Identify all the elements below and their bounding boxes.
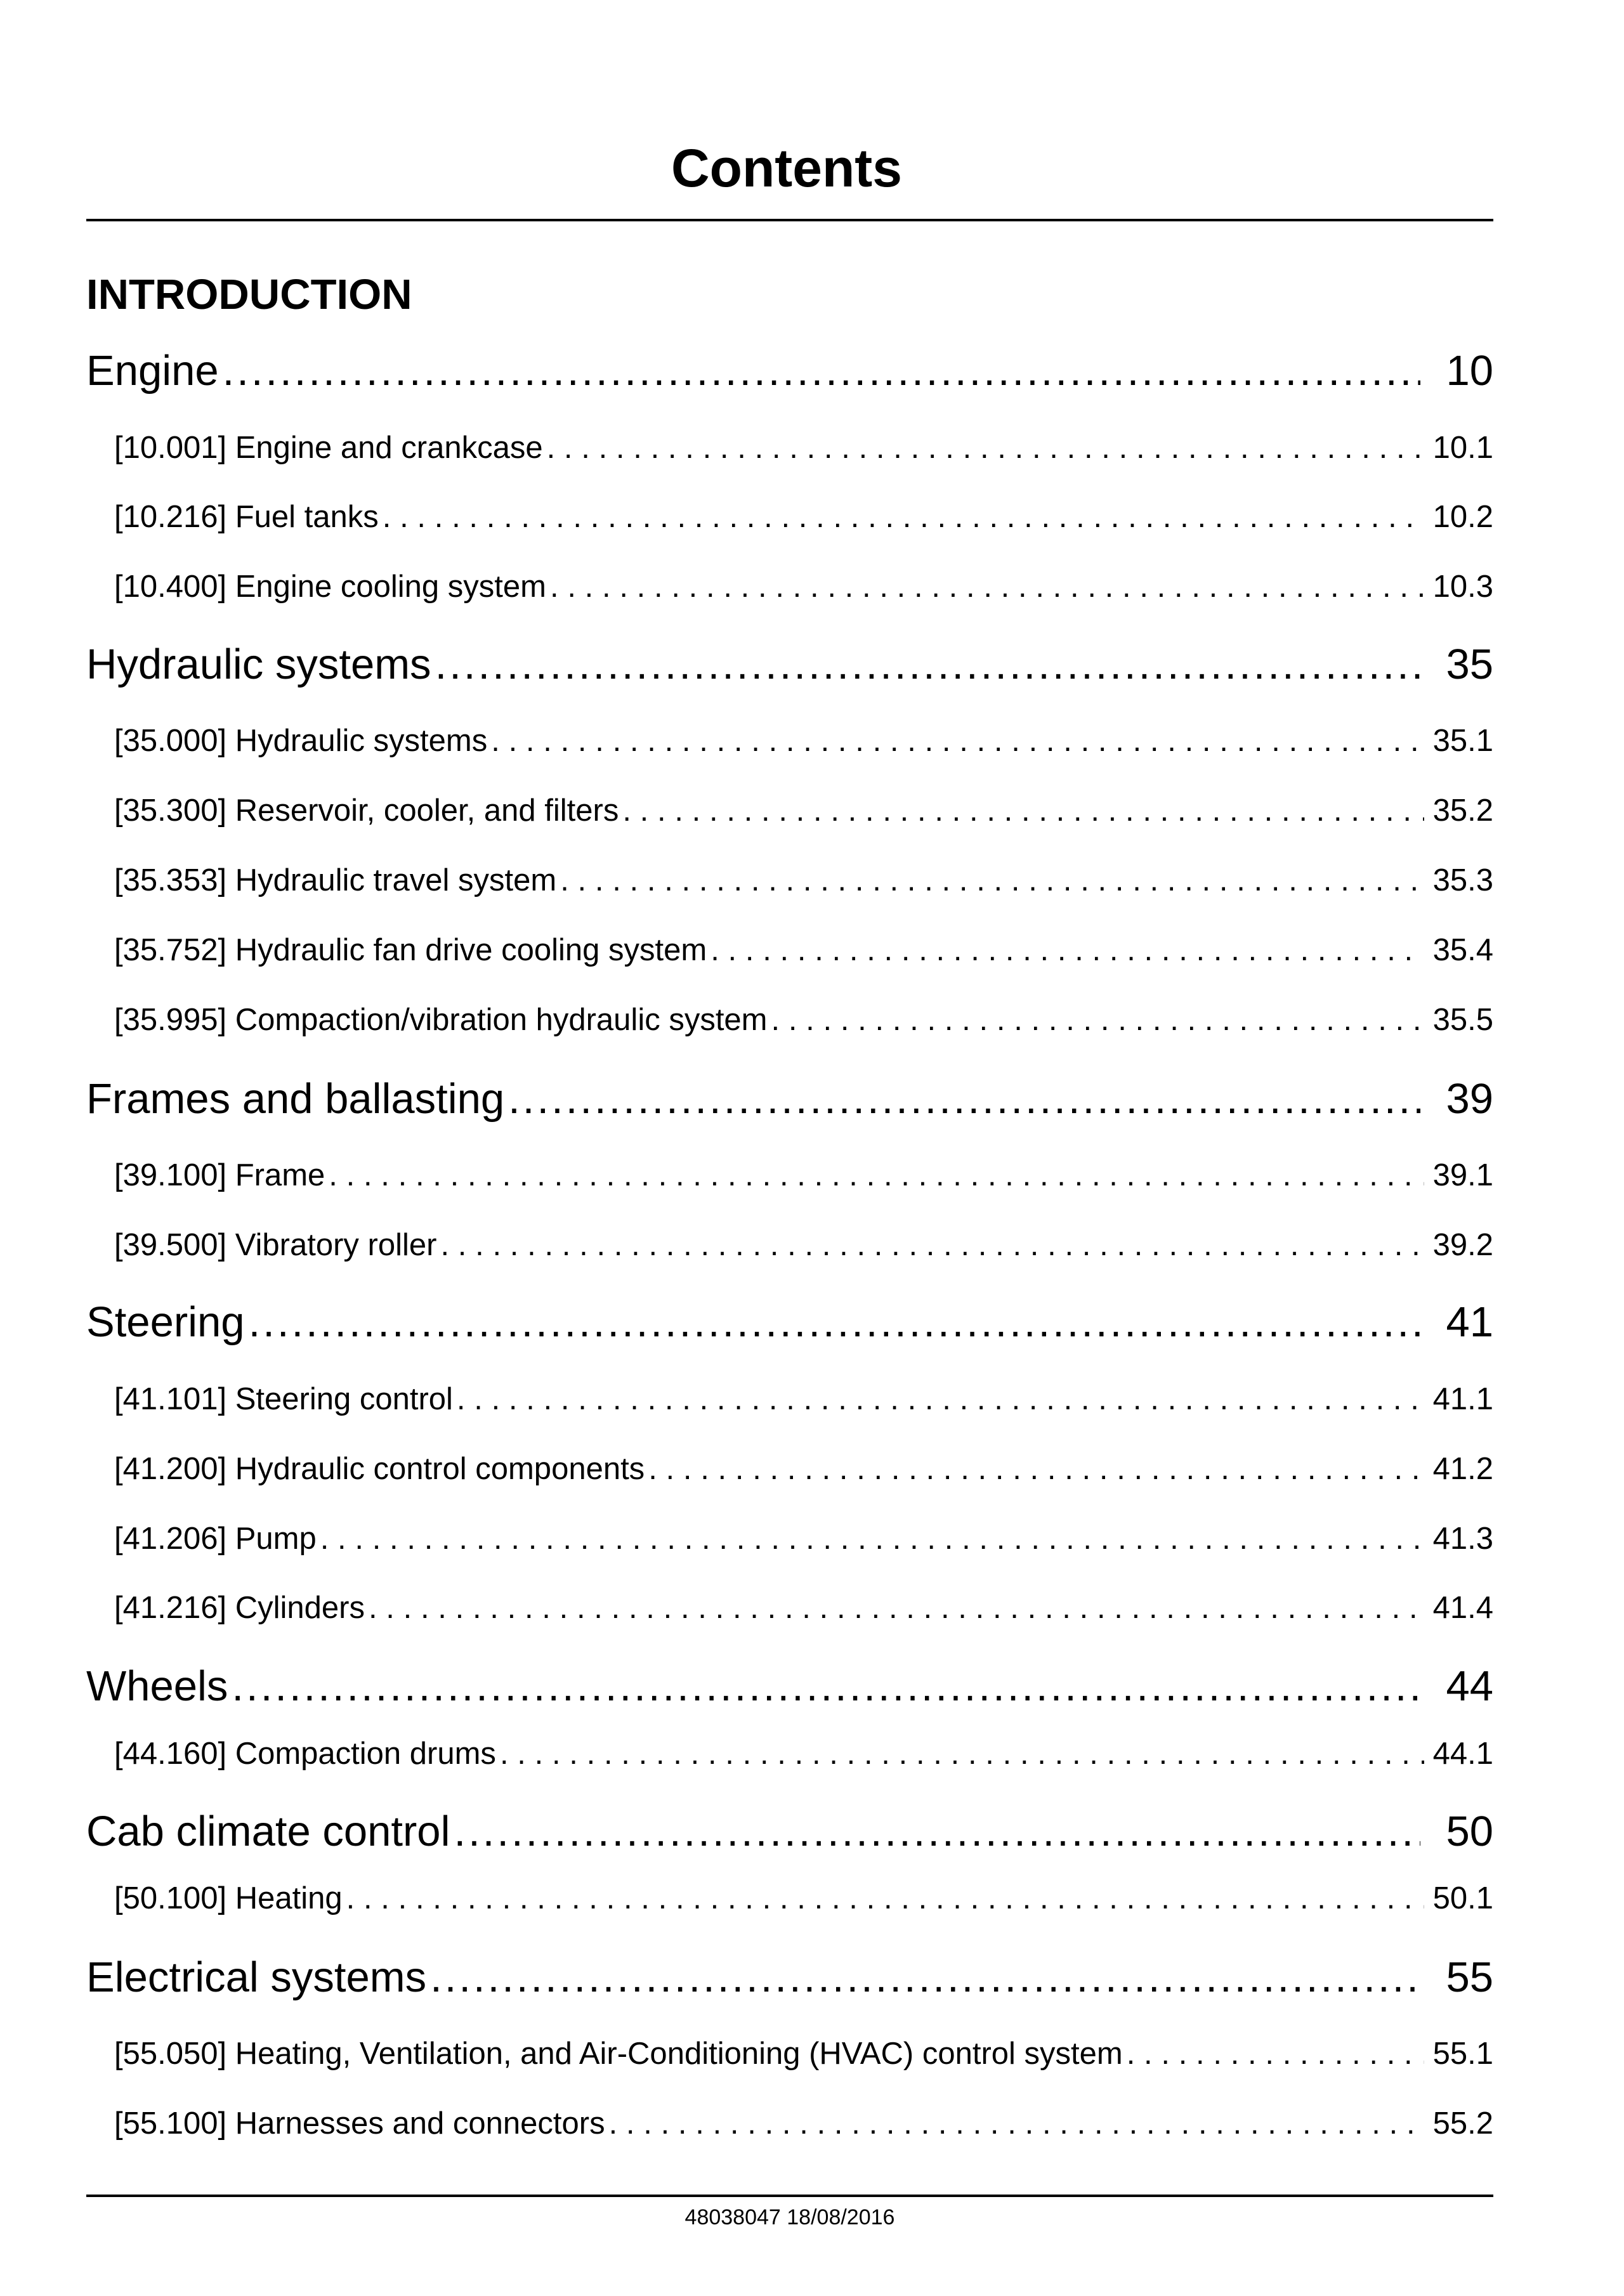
toc-dot-leader — [508, 1071, 1420, 1128]
toc-page-number: 55 — [1446, 1954, 1493, 2001]
footer-rule — [86, 2195, 1493, 2197]
toc-section-label: [10.001] Engine and crankcase — [114, 431, 543, 465]
toc-section[interactable] — [114, 2104, 1493, 2143]
header-rule — [86, 219, 1493, 221]
toc-chapter[interactable] — [86, 342, 1493, 400]
toc-chapter-label: Hydraulic systems — [86, 641, 431, 688]
toc-section-label: [39.100] Frame — [114, 1158, 325, 1192]
toc-dot-leader — [609, 2104, 1424, 2143]
toc-chapter-label: Cab climate control — [86, 1808, 450, 1855]
toc-section[interactable] — [114, 722, 1493, 760]
toc-section[interactable] — [114, 1735, 1493, 1773]
toc-dot-leader — [454, 1803, 1420, 1860]
toc-page-number: 41.2 — [1432, 1452, 1493, 1486]
toc-page-number: 55.2 — [1432, 2106, 1493, 2141]
toc-dot-leader — [232, 1658, 1420, 1715]
toc-page-number: 10 — [1446, 347, 1493, 395]
toc-dot-leader — [500, 1735, 1424, 1773]
toc-dot-leader — [320, 1520, 1424, 1558]
toc-page-number: 41.3 — [1432, 1522, 1493, 1556]
toc-section-label: [10.400] Engine cooling system — [114, 570, 546, 604]
toc-page-number: 35.2 — [1432, 793, 1493, 828]
toc-dot-leader — [249, 1294, 1421, 1351]
toc-chapter[interactable] — [86, 1949, 1493, 2006]
toc-dot-leader — [383, 498, 1424, 536]
toc-section-label: [41.101] Steering control — [114, 1382, 453, 1416]
toc-page-number: 39 — [1446, 1075, 1493, 1123]
toc-page-number: 41.4 — [1432, 1591, 1493, 1625]
toc-page-number: 10.1 — [1432, 431, 1493, 465]
toc-dot-leader — [223, 342, 1421, 400]
toc-dot-leader — [457, 1380, 1424, 1418]
toc-dot-leader — [346, 1879, 1424, 1917]
toc-section-label: [41.216] Cylinders — [114, 1591, 365, 1625]
toc-section[interactable] — [114, 792, 1493, 830]
toc-page-number: 55.1 — [1432, 2037, 1493, 2071]
toc-section-label: [55.050] Heating, Ventilation, and Air-Conditioning (HVAC) control system — [114, 2037, 1123, 2071]
footer-doc-id-date: 48038047 18/08/2016 — [684, 2205, 895, 2229]
toc-chapter-label: Electrical systems — [86, 1954, 427, 2001]
toc-section[interactable] — [114, 2035, 1493, 2073]
toc-page-number: 35.1 — [1432, 724, 1493, 758]
toc-section[interactable] — [114, 1520, 1493, 1558]
toc-page-number: 39.2 — [1432, 1228, 1493, 1262]
toc-dot-leader — [491, 722, 1424, 760]
toc-page-number: 10.2 — [1432, 500, 1493, 534]
toc-page-number: 44.1 — [1432, 1737, 1493, 1771]
toc-section-label: [39.500] Vibratory roller — [114, 1228, 437, 1262]
toc-dot-leader — [710, 931, 1424, 969]
toc-dot-leader — [1127, 2035, 1424, 2073]
toc-page-number: 50 — [1446, 1808, 1493, 1855]
toc-dot-leader — [550, 568, 1424, 606]
toc-section[interactable] — [114, 429, 1493, 467]
toc-section-label: [35.000] Hydraulic systems — [114, 724, 488, 758]
toc-section-label: [50.100] Heating — [114, 1881, 343, 1915]
toc-section-label: [35.752] Hydraulic fan drive cooling system — [114, 933, 707, 967]
toc-dot-leader — [329, 1156, 1424, 1194]
toc-chapter[interactable] — [86, 1294, 1493, 1351]
toc-section-label: [35.300] Reservoir, cooler, and filters — [114, 793, 619, 828]
introduction-heading: INTRODUCTION — [86, 271, 412, 318]
toc-chapter-label: Frames and ballasting — [86, 1075, 505, 1123]
toc-section[interactable] — [114, 1156, 1493, 1194]
toc-page-number: 10.3 — [1432, 570, 1493, 604]
toc-section-label: [41.200] Hydraulic control components — [114, 1452, 645, 1486]
toc-section[interactable] — [114, 1001, 1493, 1039]
toc-dot-leader — [547, 429, 1424, 467]
toc-page-number: 35.3 — [1432, 863, 1493, 897]
toc-section-label: [10.216] Fuel tanks — [114, 500, 379, 534]
toc-page-number: 35.4 — [1432, 933, 1493, 967]
toc-dot-leader — [440, 1226, 1424, 1264]
toc-chapter-label: Wheels — [86, 1662, 228, 1710]
toc-section-label: [41.206] Pump — [114, 1522, 317, 1556]
toc-page-number: 35.5 — [1432, 1003, 1493, 1037]
toc-dot-leader — [648, 1450, 1424, 1488]
toc-section-label: [44.160] Compaction drums — [114, 1737, 496, 1771]
toc-chapter[interactable] — [86, 1658, 1493, 1715]
toc-dot-leader — [622, 792, 1424, 830]
page-title: Contents — [671, 138, 902, 198]
toc-chapter[interactable] — [86, 1071, 1493, 1128]
toc-section[interactable] — [114, 1589, 1493, 1627]
toc-section-label: [35.995] Compaction/vibration hydraulic system — [114, 1003, 768, 1037]
toc-section[interactable] — [114, 1450, 1493, 1488]
toc-section[interactable] — [114, 498, 1493, 536]
toc-page-number: 35 — [1446, 641, 1493, 688]
toc-dot-leader — [771, 1001, 1424, 1039]
toc-page-number: 50.1 — [1432, 1881, 1493, 1915]
toc-section[interactable] — [114, 1226, 1493, 1264]
toc-section[interactable] — [114, 1380, 1493, 1418]
toc-page-number: 41.1 — [1432, 1382, 1493, 1416]
toc-chapter[interactable] — [86, 636, 1493, 693]
toc-dot-leader — [369, 1589, 1424, 1627]
toc-dot-leader — [560, 861, 1424, 899]
toc-page-number: 44 — [1446, 1662, 1493, 1710]
toc-chapter-label: Steering — [86, 1298, 245, 1346]
toc-chapter[interactable] — [86, 1803, 1493, 1860]
toc-section-label: [35.353] Hydraulic travel system — [114, 863, 557, 897]
toc-dot-leader — [430, 1949, 1420, 2006]
toc-chapter-label: Engine — [86, 347, 219, 395]
toc-dot-leader — [435, 636, 1421, 693]
toc-section-label: [55.100] Harnesses and connectors — [114, 2106, 605, 2141]
toc-page-number: 39.1 — [1432, 1158, 1493, 1192]
toc-section[interactable] — [114, 1879, 1493, 1917]
toc-section[interactable] — [114, 931, 1493, 969]
toc-section[interactable] — [114, 861, 1493, 899]
toc-page-number: 41 — [1446, 1298, 1493, 1346]
toc-section[interactable] — [114, 568, 1493, 606]
